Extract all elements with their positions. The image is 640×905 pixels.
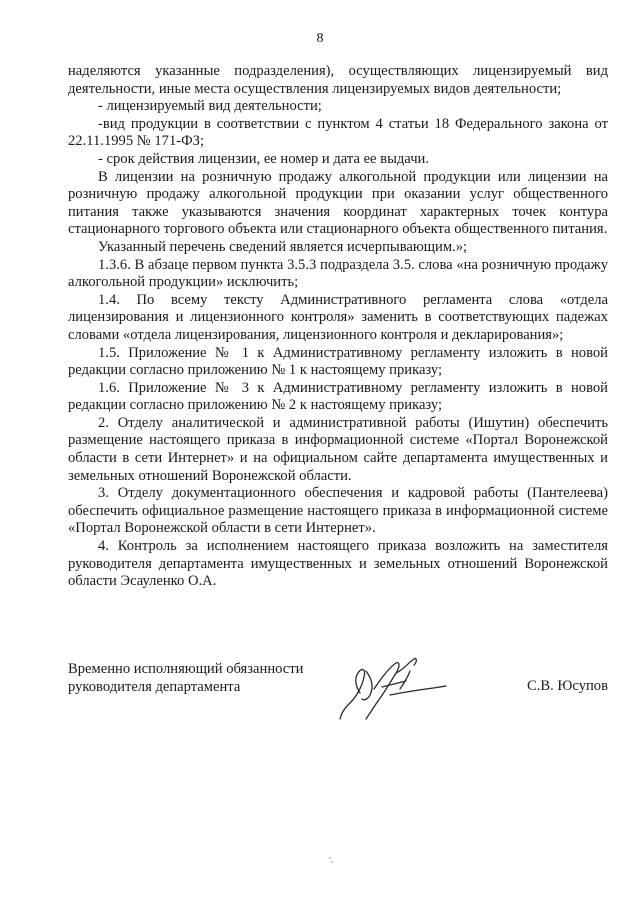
list-item-product: -вид продукции в соответствии с пунктом 4 статьи 18 Федерального закона от 22.11.1995 № 171-ФЗ;: [68, 115, 608, 150]
paragraph-4: 4. Контроль за исполнением настоящего приказа возложить на заместителя руководителя департамента имущественных и земельных отношений Воронежской области Эсауленко О.А.: [68, 538, 608, 590]
paragraph-exhaustive: Указанный перечень сведений является исчерпывающим.»;: [98, 238, 468, 255]
paragraph-continuation: наделяются указанные подразделения), осуществляющих лицензируемый вид деятельности, иные места осуществления лицензируемых видов деятельности;: [68, 63, 608, 97]
paragraph-1-6: 1.6. Приложение № 3 к Административному регламенту изложить в новой редакции согласно приложению № 2 к настоящему приказу;: [68, 379, 608, 414]
signatory-name: С.В. Юсупов: [527, 678, 608, 694]
scan-speck: [329, 857, 331, 859]
paragraph-1-3-6: 1.3.6. В абзаце первом пункта 3.5.3 подраздела 3.5. слова «на розничную продажу алкогольной продукции» исключить;: [68, 256, 608, 291]
signatory-position-line-1: Временно исполняющий обязанности: [68, 661, 304, 677]
paragraph-1-5: 1.5. Приложение № 1 к Административному регламенту изложить в новой редакции согласно приложению № 1 к настоящему приказу;: [68, 344, 608, 379]
handwritten-signature: [330, 653, 450, 733]
document-body: [68, 63, 608, 591]
paragraph-3: 3. Отделу документационного обеспечения и кадровой работы (Пантелеева) обеспечить официальное размещение настоящего приказа в информационной системе «Портал Воронежской области в сети Интернет».: [68, 485, 608, 537]
paragraph-2: 2. Отделу аналитической и административной работы (Ишутин) обеспечить размещение настоящего приказа в информационной системе «Портал Воронежской области в сети Интернет» и на официальном сайте департамента имущественных и земельных отношений Воронежской области.: [68, 414, 608, 484]
page-number: 8: [316, 31, 324, 46]
list-item-license-term: - срок действия лицензии, ее номер и дата ее выдачи.: [98, 150, 429, 167]
scan-speck: [331, 861, 333, 863]
signatory-position-line-2: руководителя департамента: [68, 678, 241, 695]
signature-block: [68, 661, 608, 741]
paragraph-coordinates: В лицензии на розничную продажу алкогольной продукции или лицензии на розничную продажу алкогольной продукции при оказании услуг общественного питания также указываются значения координат характерных точек контура стационарного торгового объекта или стационарного объекта общественного питания.: [68, 168, 608, 238]
paragraph-1-4: 1.4. По всему тексту Административного регламента слова «отдела лицензирования и лицензионного контроля» заменить в соответствующих падежах словами «отдела лицензирования, лицензионного контроля и декларирования»;: [68, 291, 608, 343]
signatory-position: [68, 661, 303, 696]
list-item-activity: - лицензируемый вид деятельности;: [98, 98, 322, 115]
